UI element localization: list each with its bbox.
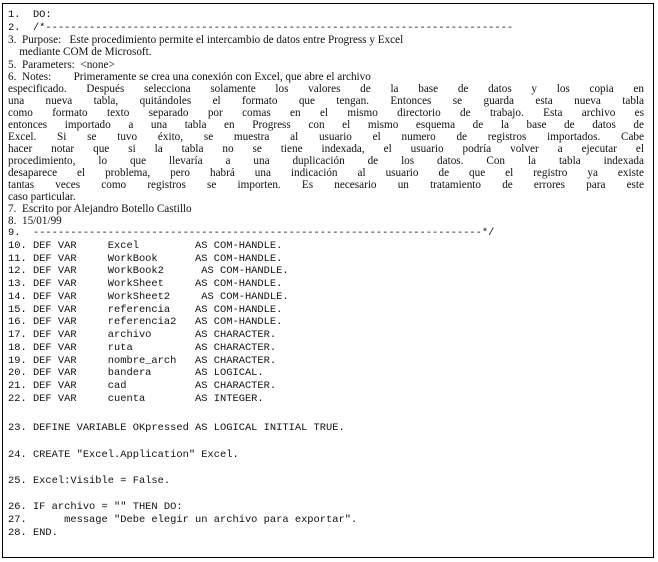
code-line: 17. DEF VAR archivo AS CHARACTER. <box>8 329 277 341</box>
code-line: 23. DEFINE VARIABLE OKpressed AS LOGICAL INITIAL TRUE. <box>8 422 345 434</box>
code-line: 7. Escrito por Alejandro Botello Castillo <box>8 203 192 215</box>
code-line: 18. DEF VAR ruta AS CHARACTER. <box>8 342 277 354</box>
code-line: Excel. Si se tuvo éxito, se muestra al usuario el numero de registros importados. Cabe <box>8 131 644 143</box>
code-line: 19. DEF VAR nombre_arch AS CHARACTER. <box>8 355 277 367</box>
code-line: 5. Parameters: <none> <box>8 59 115 71</box>
code-line: 9. ------------------------------------------------------------------------*/ <box>8 227 495 239</box>
code-line: desaparece el problema, pero habrá una indicación al usuario de que el registro ya existe <box>8 167 644 179</box>
code-line: como formato texto separado por comas en el mismo directorio de trabajo. Esta archivo es <box>8 107 644 119</box>
code-line: 24. CREATE "Excel.Application" Excel. <box>8 449 239 461</box>
code-line: 16. DEF VAR referencia2 AS COM-HANDLE. <box>8 316 283 328</box>
code-line: 10. DEF VAR Excel AS COM-HANDLE. <box>8 240 283 252</box>
code-line: 3. Purpose: Este procedimiento permite el intercambio de datos entre Progress y Excel <box>8 34 404 46</box>
code-line: 14. DEF VAR WorkSheet2 AS COM-HANDLE. <box>8 291 289 303</box>
code-line: procedimiento, lo que llevaría a una duplicación de los datos. Con la tabla indexada <box>8 155 644 167</box>
code-line: 12. DEF VAR WorkBook2 AS COM-HANDLE. <box>8 265 289 277</box>
code-line: 28. END. <box>8 527 58 539</box>
code-line: entonces importado a una tabla en Progress con el mismo esquema de la base de datos de <box>8 119 644 131</box>
code-line: 13. DEF VAR WorkSheet AS COM-HANDLE. <box>8 278 283 290</box>
code-line: 21. DEF VAR cad AS CHARACTER. <box>8 380 277 392</box>
code-line: 27. message "Debe elegir un archivo para exportar". <box>8 514 358 526</box>
code-line: 8. 15/01/99 <box>8 215 62 227</box>
code-line: 15. DEF VAR referencia AS COM-HANDLE. <box>8 304 283 316</box>
code-line: caso particular. <box>8 191 76 203</box>
code-line: especificado. Después selecciona solamente los valores de la base de datos y los copia en <box>8 83 644 95</box>
code-listing-frame <box>2 3 654 558</box>
code-line: 11. DEF VAR WorkBook AS COM-HANDLE. <box>8 253 283 265</box>
code-line: mediante COM de Microsoft. <box>8 46 152 58</box>
code-line: hacer notar que si la tabla no se tiene indexada, el usuario podría volver a ejecutar el <box>8 143 644 155</box>
code-line: 1. DO: <box>8 9 52 21</box>
code-line: 25. Excel:Visible = False. <box>8 475 171 487</box>
code-line: 6. Notes: Primeramente se crea una conexión con Excel, que abre el archivo <box>8 71 371 83</box>
code-line: 26. IF archivo = "" THEN DO: <box>8 501 183 513</box>
code-line: una nueva tabla, quitándoles el formato que tengan. Entonces se guarda esta nueva tabla <box>8 95 644 107</box>
code-line: 22. DEF VAR cuenta AS INTEGER. <box>8 393 264 405</box>
code-line: 2. /*--------------------------------------------------------------------------- <box>8 22 514 34</box>
code-line: tantas veces como registros se importen. Es necesario un tratamiento de errores para este <box>8 179 644 191</box>
code-line: 20. DEF VAR bandera AS LOGICAL. <box>8 367 264 379</box>
